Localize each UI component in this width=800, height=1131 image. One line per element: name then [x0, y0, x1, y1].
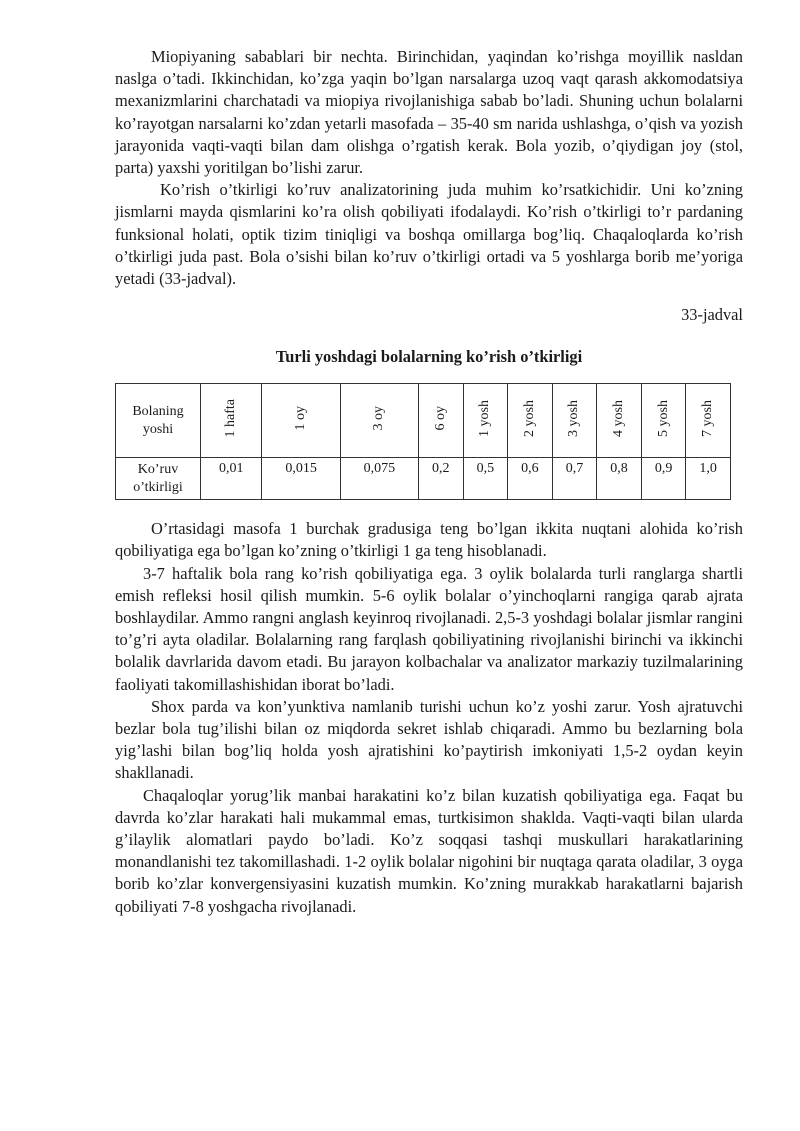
row-header-value: Ko’ruv o’tkirligi: [116, 458, 201, 500]
value-cell: 0,5: [463, 458, 508, 500]
age-cell: 4 yosh: [597, 384, 642, 458]
age-cell: 7 yosh: [686, 384, 731, 458]
value-cell: 1,0: [686, 458, 731, 500]
value-cell: 0,8: [597, 458, 642, 500]
age-cell: 1 hafta: [201, 384, 262, 458]
age-cell: 6 oy: [418, 384, 463, 458]
age-cell: 3 yosh: [552, 384, 597, 458]
paragraph-burchak-gradus: O’rtasidagi masofa 1 burchak gradusiga teng bo’lgan ikkita nuqtani alohida ko’rish qobiliyatiga ega bo’lgan ko’zning o’tkirligi 1 ga teng hisoblanadi.: [115, 519, 743, 561]
age-cell: 3 oy: [340, 384, 418, 458]
value-cell: 0,7: [552, 458, 597, 500]
age-cell: 5 yosh: [641, 384, 686, 458]
value-cell: 0,075: [340, 458, 418, 500]
table-value-row: [116, 458, 731, 500]
paragraph-koz-harakati: Chaqaloqlar yorug’lik manbai harakatini ko’z bilan kuzatish qobiliyatiga ega. Faqat bu davrda ko’zlar harakati hali mukammal emas, turtkisimon shaklda. Vaqti-vaqti bilan ularda g’ilaylik alomatlari paydo bo’ladi. Ko’z soqqasi tashqi muskullari harakatlarining monandlanishi tez takomillashadi. 1-2 oylik bolalar nigohini bir nuqtaga qarata oladilar, 3 oyga borib ko’zlar konvergensiyasini kuzatish mumkin. Ko’zning murakkab harakatlarni bajarish qobiliyati 7-8 yoshgacha rivojlanadi.: [115, 785, 743, 916]
age-cell: 1 oy: [262, 384, 340, 458]
age-cell: 1 yosh: [463, 384, 508, 458]
value-cell: 0,015: [262, 458, 340, 500]
paragraph-koz-yoshi: Shox parda va kon’yunktiva namlanib turishi uchun ko’z yoshi zarur. Yosh ajratuvchi bezlar bola tug’ilishi bilan oz miqdorda sekret ishlab chiqaradi. Ammo bu bezlarning bola yig’lashi bilan bog’liq holda yosh ajratishini ko’paytirish imkoniyati 1,5-2 oydan keyin shakllanadi.: [115, 696, 743, 783]
visual-acuity-table: [115, 383, 731, 500]
paragraph-korish-otkirligi: Ko’rish o’tkirligi ko’ruv analizatorining juda muhim ko’rsatkichidir. Uni ko’zning jismlarni mayda qismlarini ko’ra olish qobiliyati ifodalaydi. Ko’rish o’tkirligi to’r pardaning funksional holati, optik tizim tiniqligi va boshqa omillarga bog’liq. Chaqaloqlarda ko’rish o’tkirligi juda past. Bola o’sishi bilan ko’ruv o’tkirligi ortadi va 5 yoshlarga borib me’yoriga yetadi (33-jadval).: [115, 180, 743, 289]
table-title: Turli yoshdagi bolalarning ko’rish o’tkirligi: [275, 347, 583, 367]
paragraph-miopiya: Miopiyaning sabablari bir nechta. Birinchidan, yaqindan ko’rishga moyillik nasldan naslga o’tadi. Ikkinchidan, ko’zga yaqin bo’lgan narsalarga uzoq vaqt qarash akkomodatsiya mexanizmlarini charchatadi va miopiya rivojlanishiga sabab bo’ladi. Shuning uchun bolalarni ko’rayotgan narsalarni ko’zdan yetarli masofada – 35-40 sm narida ushlashga, o’qish va yozish jarayonida vaqti-vaqti bilan dam olishga o’rgatish kerak. Bola yozib, o’qiydigan joy (stol, parta) yaxshi yoritilgan bo’lishi zarur.: [115, 47, 743, 178]
document-page: [115, 46, 743, 918]
table-header-row: [116, 384, 731, 458]
value-cell: 0,2: [418, 458, 463, 500]
row-header-age: Bolaning yoshi: [116, 384, 201, 458]
table-label: 33-jadval: [681, 305, 743, 325]
value-cell: 0,9: [641, 458, 686, 500]
paragraph-rang-korish: 3-7 haftalik bola rang ko’rish qobiliyatiga ega. 3 oylik bolalarda turli ranglarga shartli emish refleksi hosil qilish mumkin. 5-6 oylik bolalar o’yinchoqlarni rangiga qarab ajrata boshlaydilar. Ammo rangni anglash keyinroq rivojlanadi. 2,5-3 yoshdagi bolalar jismlar rangini to’g’ri ayta oladilar. Bolalarning rang farqlash qobiliyatining rivojlanishi birinchi va ikkinchi bolalik davrlarida davom etadi. Bu jarayon kolbachalar va analizator markaziy tuzilmalarining faoliyati takomillashishidan iborat bo’ladi.: [115, 563, 743, 694]
age-cell: 2 yosh: [508, 384, 553, 458]
value-cell: 0,6: [508, 458, 553, 500]
value-cell: 0,01: [201, 458, 262, 500]
